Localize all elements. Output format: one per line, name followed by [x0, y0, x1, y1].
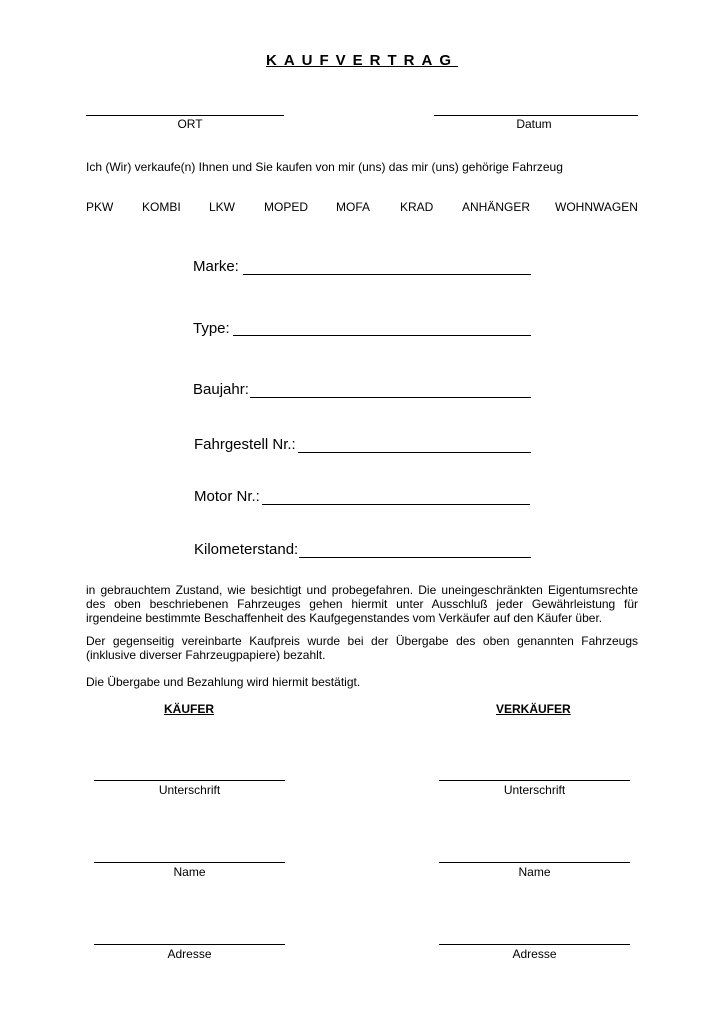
vehicle-type-anhaenger[interactable]: ANHÄNGER — [462, 200, 531, 214]
vehicle-type-wohnwagen[interactable]: WOHNWAGEN — [555, 200, 638, 214]
buyer-signature-label: Unterschrift — [158, 783, 221, 797]
field-marke-label: Marke: — [193, 258, 239, 275]
datum-label: Datum — [516, 117, 552, 131]
buyer-address-label: Adresse — [167, 947, 212, 961]
field-baujahr-label: Baujahr: — [193, 381, 249, 398]
field-fahrgestell-label: Fahrgestell Nr.: — [194, 436, 296, 453]
buyer-heading: KÄUFER — [164, 702, 214, 716]
field-marke-input[interactable] — [243, 274, 531, 275]
buyer-name-line[interactable] — [94, 862, 285, 863]
vehicle-type-pkw[interactable]: PKW — [86, 200, 114, 214]
datum-line[interactable] — [434, 115, 638, 116]
seller-heading: VERKÄUFER — [496, 702, 571, 716]
field-fahrgestell-input[interactable] — [298, 452, 531, 453]
seller-name-label: Name — [518, 865, 551, 879]
field-type-input[interactable] — [233, 335, 531, 336]
confirmation-paragraph: Die Übergabe und Bezahlung wird hiermit bestätigt. — [86, 675, 361, 689]
field-motor-label: Motor Nr.: — [194, 488, 260, 505]
vehicle-type-moped[interactable]: MOPED — [264, 200, 309, 214]
seller-signature-label: Unterschrift — [503, 783, 566, 797]
seller-signature-line[interactable] — [439, 780, 630, 781]
intro-text: Ich (Wir) verkaufe(n) Ihnen und Sie kaufen von mir (uns) das mir (uns) gehörige Fahrzeug — [86, 160, 563, 174]
field-baujahr-input[interactable] — [250, 397, 531, 398]
seller-name-line[interactable] — [439, 862, 630, 863]
field-kilometerstand-label: Kilometerstand: — [194, 541, 299, 558]
buyer-address-line[interactable] — [94, 944, 285, 945]
condition-paragraph: in gebrauchtem Zustand, wie besichtigt und probegefahren. Die uneingeschränkten Eigentumsrechte des oben beschriebenen Fahrzeuges gehen hiermit unter Ausschluß jeder Gewährleistung für irgendeine bestimmte Beschaffenheit des Kaufgegenstandes vom Verkäufer auf den Käufer über. — [86, 583, 638, 625]
price-paragraph: Der gegenseitig vereinbarte Kaufpreis wurde bei der Übergabe des oben genannten Fahrzeugs (inklusive diverser Fahrzeugpapiere) bezahlt. — [86, 634, 638, 662]
document-title: KAUFVERTRAG — [266, 52, 458, 69]
field-type-label: Type: — [193, 320, 230, 337]
ort-line[interactable] — [86, 115, 284, 116]
field-motor-input[interactable] — [262, 504, 530, 505]
vehicle-type-kombi[interactable]: KOMBI — [142, 200, 181, 214]
buyer-signature-line[interactable] — [94, 780, 285, 781]
buyer-name-label: Name — [173, 865, 206, 879]
vehicle-type-lkw[interactable]: LKW — [209, 200, 236, 214]
vehicle-type-krad[interactable]: KRAD — [400, 200, 434, 214]
seller-address-line[interactable] — [439, 944, 630, 945]
seller-address-label: Adresse — [512, 947, 557, 961]
vehicle-type-mofa[interactable]: MOFA — [336, 200, 371, 214]
ort-label: ORT — [177, 117, 203, 131]
field-kilometerstand-input[interactable] — [299, 557, 531, 558]
